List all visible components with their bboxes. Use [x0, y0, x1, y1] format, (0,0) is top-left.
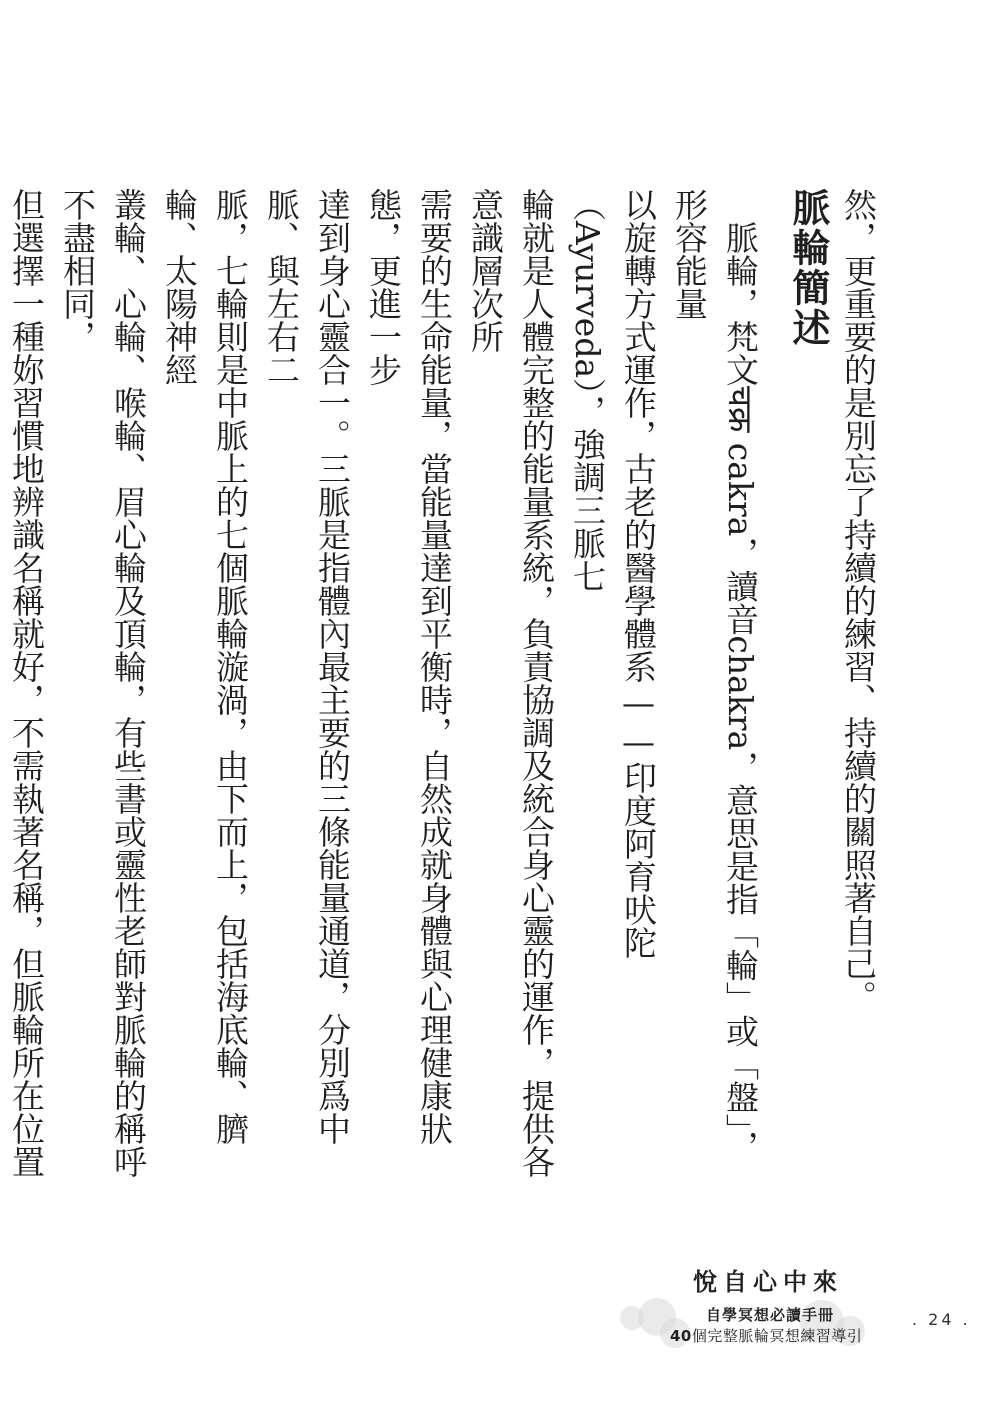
series-title: 悅自心中來	[693, 1267, 843, 1296]
paragraph-1-line-7: 叢輪、心輪、喉輪、眉心輪及頂輪，有些書或靈性老師對脈輪的稱呼不盡相同，	[58, 188, 148, 1178]
paragraph-1-line-2	[562, 188, 664, 1188]
latin-term: cakra，讀音chakra，	[721, 432, 760, 784]
paragraph-1-line-5: 達到身心靈合一。三脈是指體內最主要的三條能量通道，分別爲中脈、與左右二	[262, 188, 352, 1145]
book-subtitle-text: 個完整脈輪冥想練習導引	[691, 1327, 863, 1345]
paragraph-1-line-4: 需要的生命能量，當能量達到平衡時，自然成就身體與心理健康狀態，更進一步	[364, 188, 454, 1145]
paragraph-1-line-8: 但選擇一種妳習慣地辨識名稱就好，不需執著名稱，但脈輪所在位置	[7, 188, 46, 1178]
book-title: 自學冥想必讀手冊	[706, 1306, 835, 1324]
text-line: 然，更重要的是別忘了持續的練習、持續的關照著自己。	[839, 188, 878, 1013]
sanskrit-term: चक्र	[721, 386, 760, 433]
paragraph-1-line-3: 輪就是人體完整的能量系統，負責協調及統合身心靈的運作，提供各意識層次所	[466, 188, 556, 1178]
text-run: 脈輪，梵文	[721, 221, 760, 386]
latin-term: Ayurveda	[568, 221, 607, 379]
book-subtitle-number: 40	[670, 1327, 692, 1345]
vertical-body-text	[0, 188, 884, 1188]
section-heading: 脈輪簡述	[786, 188, 830, 348]
paragraph-1-line-1	[664, 188, 766, 1188]
book-title-block	[620, 1298, 880, 1358]
page-number: . 24 .	[912, 1310, 971, 1329]
text-run: 意思是指「輪」或「盤」，形容能量	[670, 188, 760, 1163]
paragraph-1-line-6: 脈，七輪則是中脈上的七個脈輪漩渦，由下而上，包括海底輪、臍輪、太陽神經	[160, 188, 250, 1145]
text-run: 以旋轉方式運作，古老的醫學體系——印度阿育吠陀（	[568, 188, 658, 959]
text-run: ），強調三脈七	[568, 378, 607, 593]
book-subtitle	[670, 1325, 862, 1346]
